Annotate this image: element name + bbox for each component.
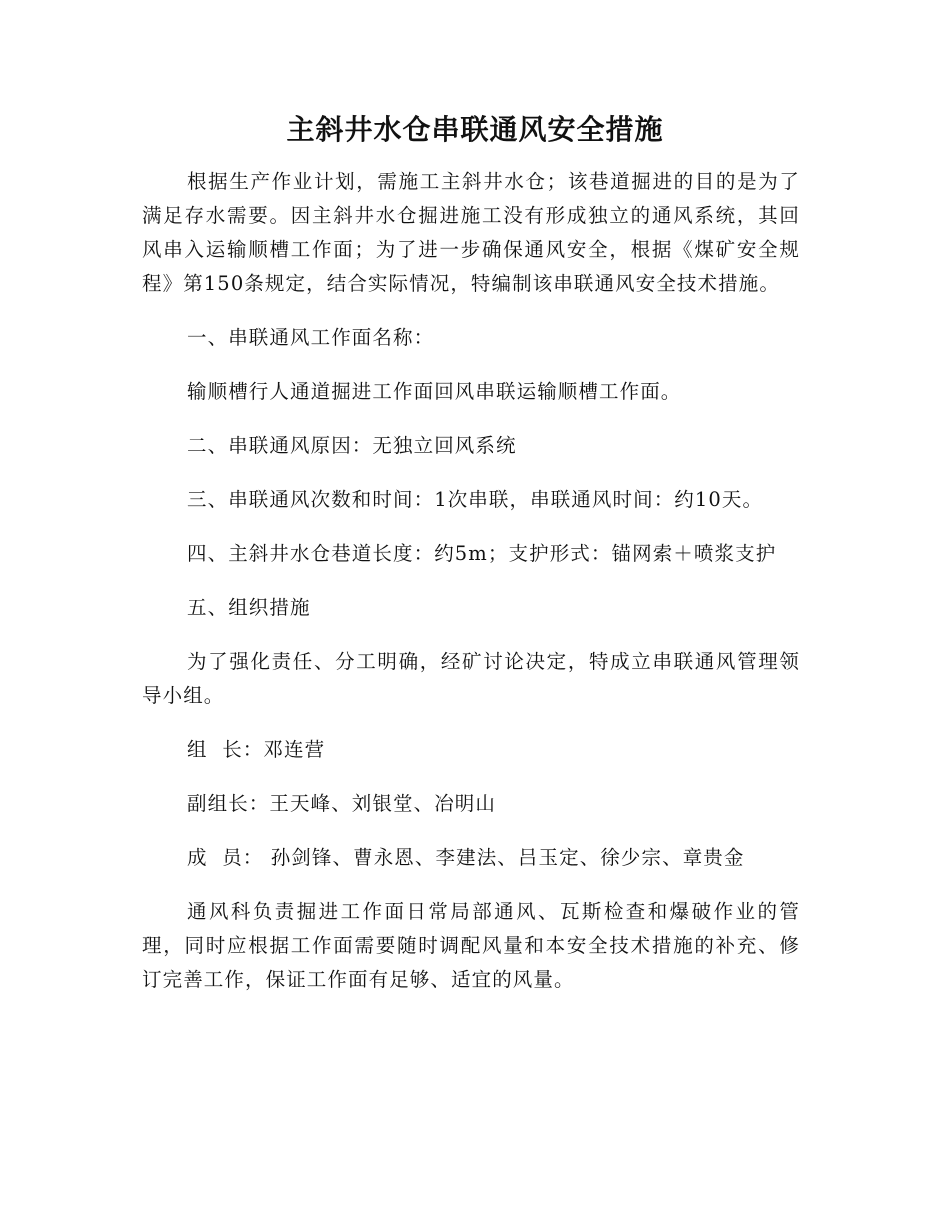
paragraph-section-1-heading: 一、串联通风工作面名称： <box>187 326 435 349</box>
document-body <box>142 165 800 1017</box>
paragraph-members: 成 员： 孙剑锋、曹永恩、李建法、吕玉定、徐少宗、章贵金 <box>187 846 745 869</box>
paragraph-section-2-reason: 二、串联通风原因：无独立回风系统 <box>187 434 517 457</box>
paragraph-deputy-leaders: 副组长：王天峰、刘银堂、冶明山 <box>187 792 497 815</box>
paragraph-intro: 根据生产作业计划，需施工主斜井水仓；该巷道掘进的目的是为了满足存水需要。因主斜井水仓掘进施工没有形成独立的通风系统，其回风串入运输顺槽工作面；为了进一步确保通风安全，根据《煤矿安全规程》第150条规定，结合实际情况，特编制该串联通风安全技术措施。 <box>142 170 800 295</box>
paragraph-leadership-group: 为了强化责任、分工明确，经矿讨论决定，特成立串联通风管理领导小组。 <box>142 650 800 707</box>
paragraph-section-4-length: 四、主斜井水仓巷道长度：约5m；支护形式：锚网索＋喷浆支护 <box>187 542 777 565</box>
paragraph-workface-name: 输顺槽行人通道掘进工作面回风串联运输顺槽工作面。 <box>187 380 682 403</box>
paragraph-section-5-heading: 五、组织措施 <box>187 596 311 619</box>
document-title: 主斜井水仓串联通风安全措施 <box>286 113 664 146</box>
paragraph-section-3-times: 三、串联通风次数和时间：1次串联，串联通风时间：约10天。 <box>187 488 764 511</box>
paragraph-ventilation-dept: 通风科负责掘进工作面日常局部通风、瓦斯检查和爆破作业的管理，同时应根据工作面需要随时调配风量和本安全技术措施的补充、修订完善工作，保证工作面有足够、适宜的风量。 <box>142 900 800 991</box>
paragraph-group-leader: 组 长：邓连营 <box>187 738 326 761</box>
